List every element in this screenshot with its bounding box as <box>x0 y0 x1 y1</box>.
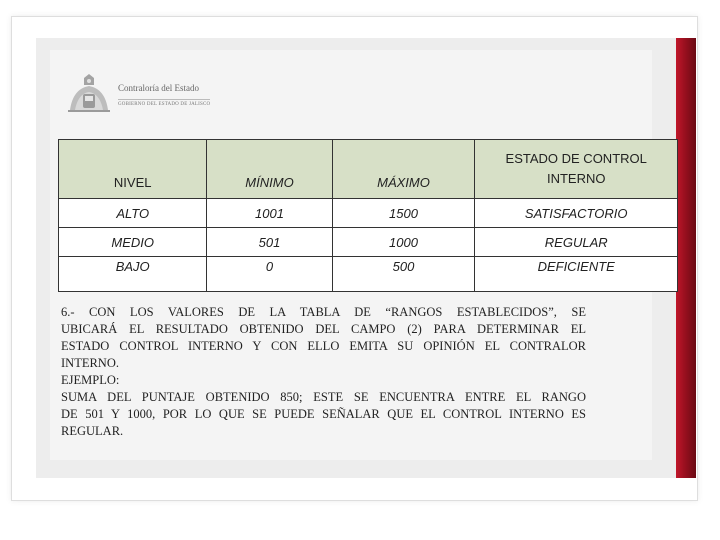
cell-maximo: 1500 <box>332 199 475 228</box>
cell-maximo: 500 <box>332 257 475 292</box>
table-header-row <box>59 140 678 199</box>
header-minimo: MÍNIMO <box>207 140 332 199</box>
ranges-table <box>58 139 678 292</box>
cell-minimo: 501 <box>207 228 332 257</box>
text-line: SUMA DEL PUNTAJE OBTENIDO 850; ESTE SE ENCUENTRA ENTRE EL RANGO <box>61 390 586 404</box>
text-line: UBICARÁ EL RESULTADO OBTENIDO DEL CAMPO (2) PARA DETERMINAR EL <box>61 322 586 336</box>
cell-minimo: 0 <box>207 257 332 292</box>
accent-bar <box>676 38 696 478</box>
header-estado-line1: ESTADO DE CONTROL <box>505 151 647 166</box>
instructions-text <box>61 304 586 440</box>
text-line: INTERNO. <box>61 356 119 370</box>
text-line: DE 501 Y 1000, POR LO QUE SE PUEDE SEÑALAR QUE EL CONTROL INTERNO ES <box>61 407 586 421</box>
cell-maximo: 1000 <box>332 228 475 257</box>
cell-estado: DEFICIENTE <box>475 257 678 292</box>
table-row <box>59 257 678 292</box>
cell-nivel: BAJO <box>59 257 207 292</box>
cell-estado: REGULAR <box>475 228 678 257</box>
text-line: EJEMPLO: <box>61 373 120 387</box>
text-line: 6.- CON LOS VALORES DE LA TABLA DE “RANGOS ESTABLECIDOS”, SE <box>61 305 586 319</box>
cell-nivel: MEDIO <box>59 228 207 257</box>
state-seal-icon <box>66 74 112 119</box>
text-line: REGULAR. <box>61 424 124 438</box>
org-subtitle: GOBIERNO DEL ESTADO DE JALISCO <box>118 99 210 107</box>
cell-nivel: ALTO <box>59 199 207 228</box>
cell-minimo: 1001 <box>207 199 332 228</box>
header-estado-control <box>475 140 678 199</box>
header-estado-line2: INTERNO <box>546 171 606 186</box>
org-name: Contraloría del Estado <box>118 83 199 93</box>
contraloria-logo <box>66 74 211 114</box>
table-row <box>59 199 678 228</box>
text-line: ESTADO CONTROL INTERNO Y CON ELLO EMITA SU OPINIÓN EL CONTRALOR <box>61 339 586 353</box>
cell-estado: SATISFACTORIO <box>475 199 678 228</box>
header-nivel: NIVEL <box>59 140 207 199</box>
header-maximo: MÁXIMO <box>332 140 475 199</box>
table-row <box>59 228 678 257</box>
